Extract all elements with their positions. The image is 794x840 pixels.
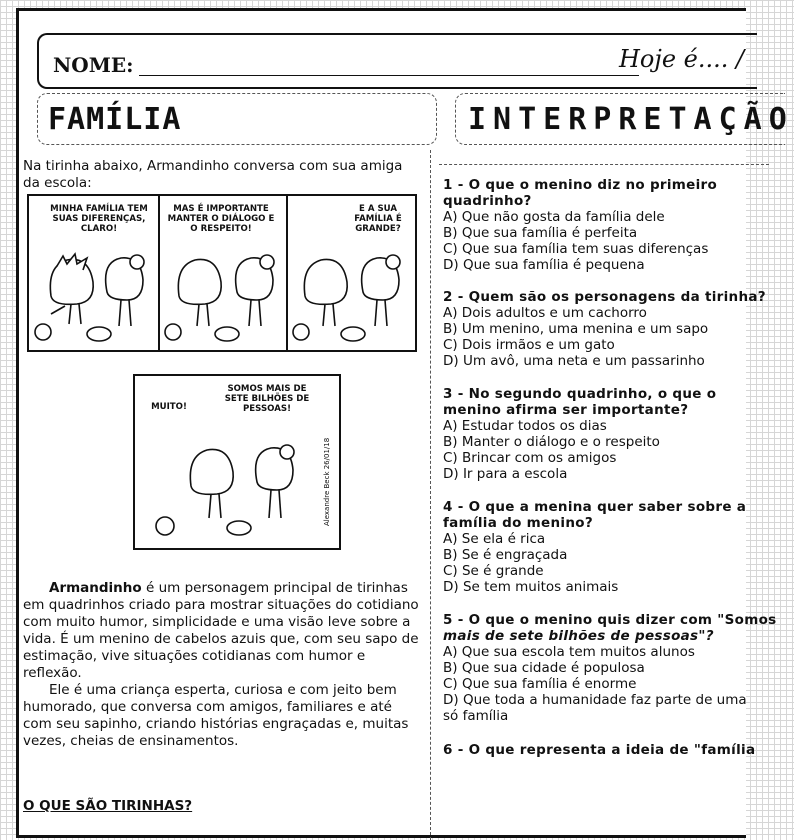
question-5-option-d-cont: só família <box>443 708 509 724</box>
paragraph-1-text: é um personagem principal de tirinhas em quadrinhos criado para mostrar situações do cotidiano com muito humor, simplicidade e uma visão leve sobre a vida. É um menino de cabelos azuis que, com seu sapo de estimação, vive situações cotidianas com humor e reflexão. <box>23 580 419 681</box>
question-5-title: 5 - O que o menino quis dizer com "Somos <box>443 612 777 628</box>
speech-bubble-5: SOMOS MAIS DE SETE BILHÕES DE PESSOAS! <box>224 384 310 414</box>
paragraph-1 <box>23 580 423 682</box>
armandinho-description <box>23 580 423 750</box>
question-4-option-b[interactable]: B) Se é engraçada <box>443 547 568 563</box>
question-2-option-b[interactable]: B) Um menino, uma menina e um sapo <box>443 321 709 337</box>
question-1-option-d[interactable]: D) Que sua família é pequena <box>443 257 645 273</box>
question-5-title-cont <box>443 628 769 644</box>
question-6 <box>439 742 769 758</box>
date-text: Hoje é.... / <box>619 45 745 73</box>
question-5-option-c[interactable]: C) Que sua família é enorme <box>443 676 637 692</box>
question-5 <box>439 612 777 724</box>
subheading-tirinhas: O QUE SÃO TIRINHAS? <box>23 798 193 814</box>
question-3-option-c[interactable]: C) Brincar com os amigos <box>443 450 617 466</box>
question-3-option-b[interactable]: B) Manter o diálogo e o respeito <box>443 434 660 450</box>
question-1-option-b[interactable]: B) Que sua família é perfeita <box>443 225 638 241</box>
speech-bubble-4: MUITO! <box>151 402 187 412</box>
question-2-option-a[interactable]: A) Dois adultos e um cachorro <box>443 305 647 321</box>
question-3-title-cont: menino afirma ser importante? <box>443 402 689 418</box>
section-title-interpretacao: INTERPRETAÇÃO <box>468 102 794 137</box>
question-1-option-c[interactable]: C) Que sua família tem suas diferenças <box>443 241 709 257</box>
question-2 <box>439 289 769 369</box>
question-4 <box>439 499 769 595</box>
question-4-title-cont: família do menino? <box>443 515 593 531</box>
speech-bubble-3: E A SUA FAMÍLIA É GRANDE? <box>354 204 402 234</box>
comic-credit: Alexandre Beck 26/01/18 <box>323 437 331 526</box>
question-3-option-a[interactable]: A) Estudar todos os dias <box>443 418 607 434</box>
question-4-option-c[interactable]: C) Se é grande <box>443 563 544 579</box>
question-2-title: 2 - Quem são os personagens da tirinha? <box>443 289 766 305</box>
name-line[interactable] <box>139 75 639 76</box>
name-box <box>37 33 757 89</box>
question-5-quote: mais de sete bilhões de pessoas"? <box>443 628 714 644</box>
comic-panel-bottom <box>133 374 341 550</box>
comic-strip <box>21 194 431 554</box>
question-2-option-c[interactable]: C) Dois irmãos e um gato <box>443 337 615 353</box>
question-3-option-d[interactable]: D) Ir para a escola <box>443 466 568 482</box>
question-1-title-cont: quadrinho? <box>443 193 532 209</box>
question-4-option-a[interactable]: A) Se ela é rica <box>443 531 546 547</box>
intro-text: Na tirinha abaixo, Armandinho conversa com sua amiga da escola: <box>23 158 403 191</box>
question-4-title: 4 - O que a menina quer saber sobre a <box>443 499 747 515</box>
speech-bubble-1: MINHA FAMÍLIA TEM SUAS DIFERENÇAS, CLARO! <box>50 204 148 234</box>
name-label: NOME: <box>53 53 134 77</box>
question-2-option-d[interactable]: D) Um avô, uma neta e um passarinho <box>443 353 705 369</box>
question-5-option-a[interactable]: A) Que sua escola tem muitos alunos <box>443 644 695 660</box>
questions-column <box>439 164 777 758</box>
question-3 <box>439 386 769 482</box>
speech-bubble-2: MAS É IMPORTANTE MANTER O DIÁLOGO E O RESPEITO! <box>167 204 275 234</box>
question-6-title: 6 - O que representa a ideia de "família <box>443 742 756 758</box>
left-column <box>21 150 431 840</box>
question-1 <box>439 177 769 273</box>
question-5-option-b[interactable]: B) Que sua cidade é populosa <box>443 660 645 676</box>
section-header-familia <box>37 93 437 145</box>
question-1-option-a[interactable]: A) Que não gosta da família dele <box>443 209 665 225</box>
question-5-option-d[interactable]: D) Que toda a humanidade faz parte de uma <box>443 692 747 708</box>
paragraph-1-bold: Armandinho <box>49 580 142 596</box>
question-1-title: 1 - O que o menino diz no primeiro <box>443 177 718 193</box>
comic-panel-top <box>27 194 417 352</box>
question-4-option-d[interactable]: D) Se tem muitos animais <box>443 579 619 595</box>
section-title-familia: FAMÍLIA <box>48 102 182 137</box>
worksheet <box>16 8 794 838</box>
section-header-interpretacao <box>455 93 794 145</box>
paragraph-2: Ele é uma criança esperta, curiosa e com jeito bem humorado, que conversa com amigos, familiares e até com seu sapinho, criando histórias engraçadas e, muitas vezes, cheias de ensinamentos. <box>23 682 409 749</box>
question-3-title: 3 - No segundo quadrinho, o que o <box>443 386 717 402</box>
